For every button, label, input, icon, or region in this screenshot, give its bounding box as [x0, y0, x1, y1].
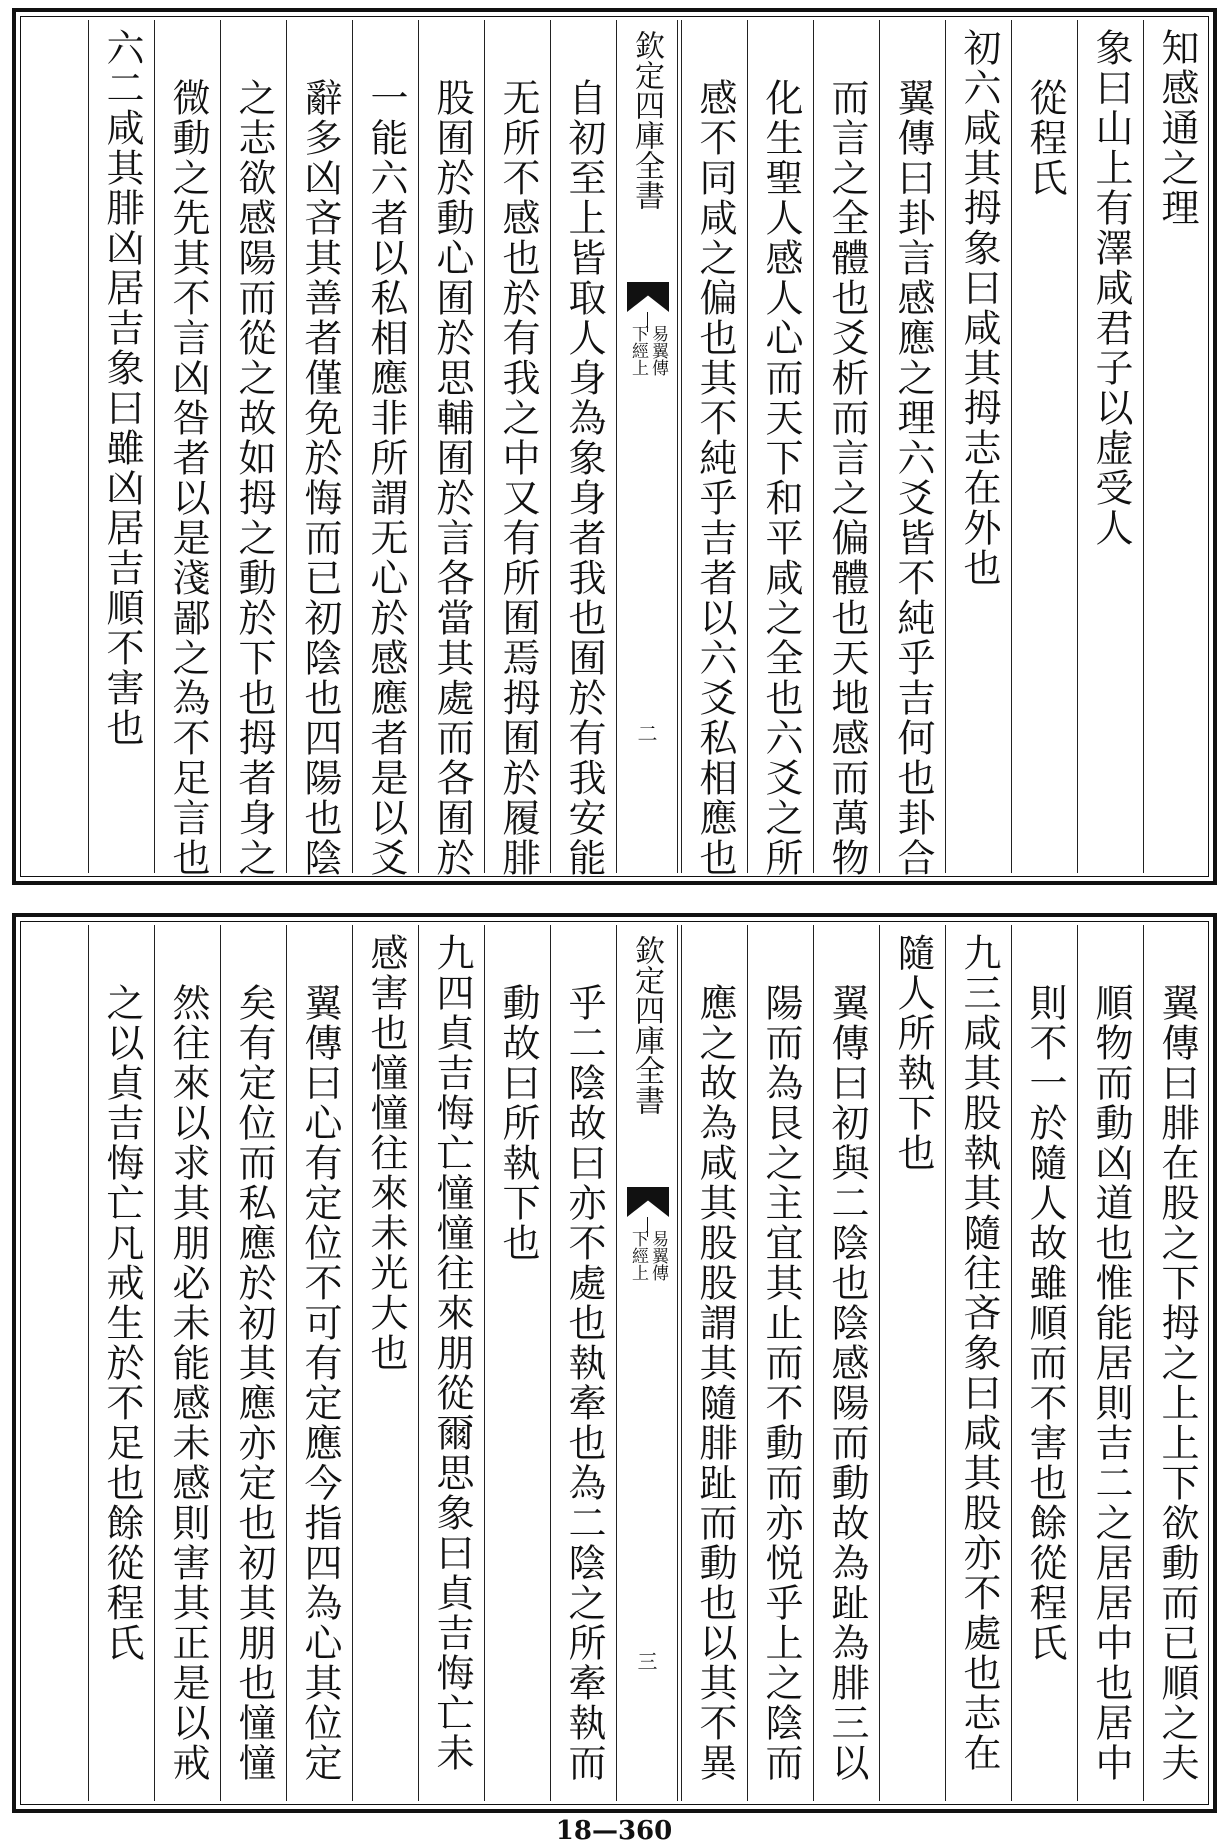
- column-text: 九三咸其股執其隨往吝象曰咸其股亦不處也志在: [957, 933, 1001, 1773]
- center-subtitle: [625, 1230, 671, 1281]
- column-text: 自初至上皆取人身為象身者我也囿於有我安能: [562, 78, 606, 878]
- column-text: 順物而動凶道也惟能居則吉二之居居中也居中: [1089, 983, 1133, 1783]
- column-text: 矣有定位而私應於初其應亦定也初其朋也憧憧: [232, 983, 276, 1783]
- text-column: [813, 20, 879, 878]
- column-text: 初六咸其拇象曰咸其拇志在外也: [957, 28, 1001, 588]
- column-text: 翼傳曰初與二陰也陰感陽而動故為趾為腓三以: [825, 983, 869, 1783]
- text-column: [550, 925, 616, 1801]
- text-column: [220, 925, 286, 1801]
- text-column: [418, 20, 484, 878]
- column-text: 象曰山上有澤咸君子以虚受人: [1089, 28, 1133, 548]
- column-text: 无所不感也於有我之中又有所囿焉拇囿於履腓: [496, 78, 540, 878]
- text-column: [352, 925, 418, 1801]
- page-number: 三: [634, 1651, 658, 1671]
- text-column: [286, 925, 352, 1801]
- text-column: [879, 20, 945, 878]
- center-subtitle: [625, 325, 671, 376]
- text-column: [1143, 925, 1209, 1801]
- text-column: [1143, 20, 1209, 873]
- column-text: 九四貞吉悔亡憧憧往來朋從爾思象曰貞吉悔亡未: [430, 933, 474, 1773]
- text-column: [484, 925, 550, 1801]
- text-column: [88, 925, 154, 1801]
- center-subtitle-line: 下經上: [628, 1230, 648, 1281]
- text-column: [681, 925, 747, 1801]
- text-column: [484, 20, 550, 878]
- center-fold-column: [616, 20, 678, 873]
- center-title: 欽定四庫全書: [629, 30, 664, 210]
- fishtail-mark: [627, 1187, 669, 1217]
- column-text: 隨人所執下也: [891, 933, 935, 1173]
- column-text: 而言之全體也爻析而言之偏體也天地感而萬物: [825, 78, 869, 878]
- center-title: 欽定四庫全書: [629, 935, 664, 1115]
- text-column: [1077, 20, 1143, 873]
- text-column: [286, 20, 352, 878]
- text-column: [879, 925, 945, 1801]
- column-text: 翼傳曰腓在股之下拇之上上下欲動而已順之夫: [1155, 983, 1199, 1783]
- text-column: [813, 925, 879, 1801]
- column-text: 應之故為咸其股股謂其隨腓趾而動也以其不異: [693, 983, 737, 1783]
- column-text: 則不一於隨人故雖順而不害也餘從程氏: [1023, 983, 1067, 1663]
- column-text: 然往來以求其朋必未能感未感則害其正是以戒: [166, 983, 210, 1783]
- text-column: [550, 20, 616, 878]
- center-subtitle-line: 下經上: [628, 325, 648, 376]
- text-column: [220, 20, 286, 878]
- column-text: 化生聖人感人心而天下和平咸之全也六爻之所: [759, 78, 803, 878]
- center-subtitle-line: 易翼傳: [648, 1230, 668, 1281]
- text-column: [1077, 925, 1143, 1801]
- column-text: 從程氏: [1023, 78, 1067, 198]
- fishtail-mark: [627, 282, 669, 312]
- text-column: [88, 20, 154, 873]
- text-column: [747, 20, 813, 878]
- text-column: [154, 925, 220, 1801]
- column-text: 翼傳曰心有定位不可有定應今指四為心其位定: [298, 983, 342, 1783]
- page-number: 二: [634, 723, 658, 743]
- column-text: 辭多凶吝其善者僅免於悔而已初陰也四陽也陰: [298, 78, 342, 878]
- column-text: 微動之先其不言凶咎者以是淺鄙之為不足言也: [166, 78, 210, 878]
- text-column: [747, 925, 813, 1801]
- top-panel: [12, 8, 1217, 885]
- column-text: 知感通之理: [1155, 28, 1199, 228]
- column-text: 之志欲感陽而從之故如拇之動於下也拇者身之: [232, 78, 276, 878]
- center-subtitle-line: 易翼傳: [648, 325, 668, 376]
- column-text: 六二咸其腓凶居吉象曰雖凶居吉順不害也: [100, 28, 144, 748]
- text-column: [418, 925, 484, 1801]
- column-text: 陽而為艮之主宜其止而不動而亦悦乎上之陰而: [759, 983, 803, 1783]
- column-text: 感害也憧憧往來未光大也: [364, 933, 408, 1373]
- center-fold-column: [616, 925, 678, 1801]
- column-text: 動故曰所執下也: [496, 983, 540, 1263]
- text-column: [1011, 925, 1077, 1801]
- page-footer-number: 18—360: [555, 1816, 673, 1845]
- column-text: 乎二陰故曰亦不處也執牽也為二陰之所牽執而: [562, 983, 606, 1783]
- column-text: 股囿於動心囿於思輔囿於言各當其處而各囿於: [430, 78, 474, 878]
- bottom-panel: [12, 913, 1217, 1813]
- column-text: 之以貞吉悔亡凡戒生於不足也餘從程氏: [100, 983, 144, 1663]
- text-column: [945, 925, 1011, 1801]
- column-text: 翼傳曰卦言感應之理六爻皆不純乎吉何也卦合: [891, 78, 935, 878]
- text-column: [681, 20, 747, 878]
- text-column: [154, 20, 220, 878]
- column-text: 感不同咸之偏也其不純乎吉者以六爻私相應也: [693, 78, 737, 878]
- text-column: [1011, 20, 1077, 873]
- column-text: 一能六者以私相應非所謂无心於感應者是以爻: [364, 78, 408, 878]
- text-column: [352, 20, 418, 878]
- text-column: [945, 20, 1011, 873]
